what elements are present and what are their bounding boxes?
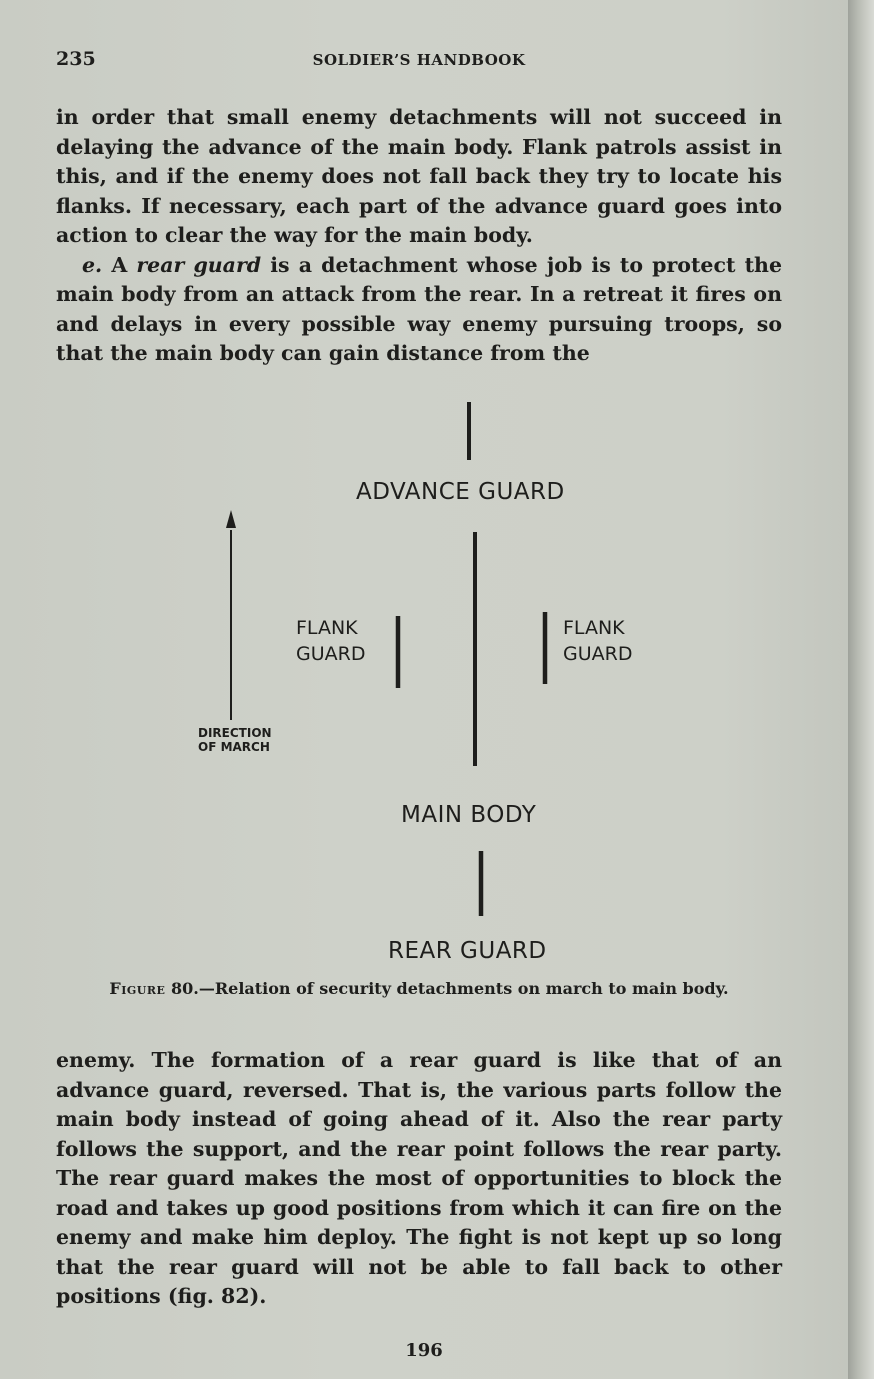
caption-text: 80.—Relation of security detachments on march to main body. bbox=[171, 979, 729, 998]
label-flank-guard-right: FLANK GUARD bbox=[563, 617, 633, 665]
page-header bbox=[56, 48, 782, 76]
label-main-body: MAIN BODY bbox=[401, 802, 537, 828]
figure-caption bbox=[56, 976, 782, 1002]
paragraph-lead: A bbox=[111, 252, 128, 277]
paragraph-label: e. bbox=[82, 252, 103, 277]
defined-term: rear guard bbox=[136, 252, 262, 277]
body-paragraph: enemy. The formation of a rear guard is like that of an advance guard, reversed. That is, the various parts follow the main body instead of going ahead of it. Also the rear party follows the support, and the rear point follows the rear party. The rear guard makes the most of opportunities to block the road and takes up good positions from which it can fire on the enemy and make him deploy. The fight is not kept up so long that the rear guard will not be able to fall back to other positions (fig. 82). bbox=[56, 1048, 782, 1308]
security-diagram bbox=[0, 390, 848, 980]
label-rear-guard: REAR GUARD bbox=[388, 938, 547, 964]
label-flank-guard-left: FLANK GUARD bbox=[296, 617, 366, 665]
paragraph-text: is a detachment whose job is to protect the main body from an attack from the rear. In a retreat it fires on and delays in every possible way enemy pursuing troops, so that the main body can gain distance from the bbox=[56, 252, 782, 365]
footer-page-number: 196 bbox=[405, 1340, 443, 1361]
direction-arrow-head bbox=[226, 510, 236, 528]
header-page-number: 235 bbox=[56, 48, 96, 70]
paragraph-text: in order that small enemy detachments will not succeed in delaying the advance of the main body. Flank patrols assist in this, and if the enemy does not fall back they try to locate his flanks. If necessary, each part of the advance guard goes into action to clear the way for the main body. bbox=[56, 105, 782, 247]
running-head: SOLDIER’S HANDBOOK bbox=[312, 51, 526, 69]
figure-label: Figure bbox=[109, 979, 166, 998]
body-paragraph bbox=[56, 103, 782, 369]
label-direction-of-march: DIRECTION OF MARCH bbox=[198, 726, 272, 754]
page-edge bbox=[848, 0, 874, 1379]
label-advance-guard: ADVANCE GUARD bbox=[356, 479, 565, 505]
